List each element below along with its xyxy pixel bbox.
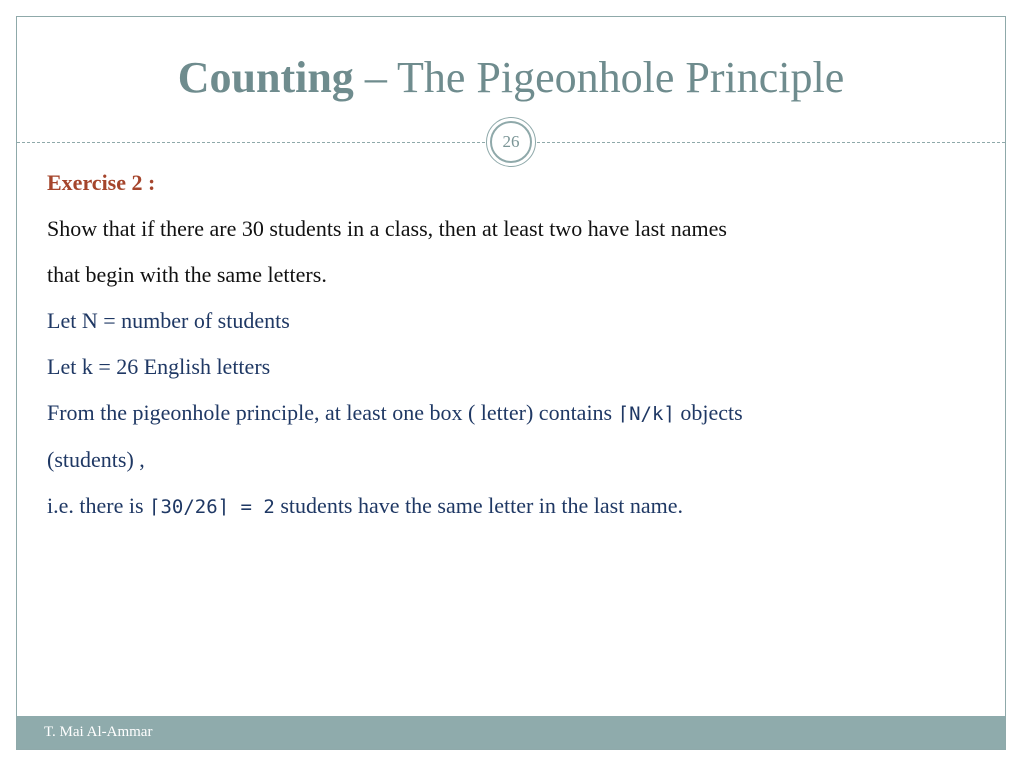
principle-line-continued: (students) , <box>47 447 145 472</box>
page-number: 26 <box>490 121 532 163</box>
slide-content <box>47 160 987 530</box>
principle-text-b: objects <box>674 400 743 425</box>
definition-k: Let k = 26 English letters <box>47 354 271 379</box>
definition-n: Let N = number of students <box>47 308 290 333</box>
footer-author: T. Mai Al-Ammar <box>44 724 153 740</box>
result-formula: ⌈30/26⌉ = 2 <box>149 496 275 518</box>
exercise-heading: Exercise 2 : <box>47 170 156 195</box>
title-rest: – The Pigeonhole Principle <box>353 53 845 102</box>
slide-title <box>16 50 1006 106</box>
result-text-a: i.e. there is <box>47 493 150 518</box>
principle-formula: ⌈N/k⌉ <box>617 403 675 425</box>
problem-line-1: Show that if there are 30 students in a class, then at least two have last names <box>47 216 727 241</box>
title-bold: Counting <box>177 53 354 102</box>
result-line <box>47 483 987 530</box>
principle-line <box>47 390 987 437</box>
principle-text-a: From the pigeonhole principle, at least one box ( letter) contains <box>47 400 618 425</box>
result-text-b: students have the same letter in the last name. <box>274 493 683 518</box>
problem-line-2: that begin with the same letters. <box>47 262 327 287</box>
footer-bar <box>17 716 1005 749</box>
